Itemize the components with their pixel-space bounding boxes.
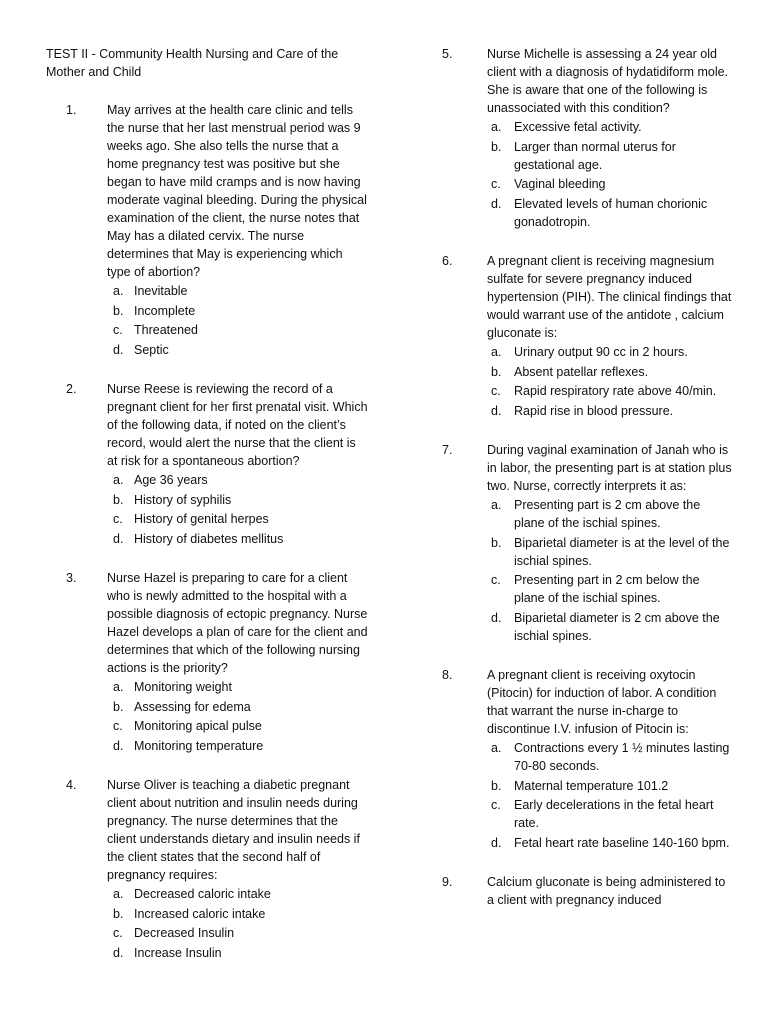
- options-list: [487, 496, 732, 645]
- options-list: [487, 118, 732, 231]
- question-text: A pregnant client is receiving oxytocin (Pitocin) for induction of labor. A condition that warrant the nurse in-charge to discontinue I.V. infusion of Pitocin is:: [487, 668, 717, 736]
- option: d. Rapid rise in blood pressure.: [491, 403, 674, 418]
- question-text: Calcium gluconate is being administered to a client with pregnancy induced: [487, 875, 726, 907]
- question-5: [442, 45, 742, 232]
- option: a. Age 36 years: [113, 473, 208, 487]
- option: a. Urinary output 90 cc in 2 hours.: [491, 345, 688, 359]
- question-text: Nurse Reese is reviewing the record of a pregnant client for her first prenatal visit. Which of the following data, if noted on the client’s record, would alert the nurse that the client is at risk for a spontaneous abortion?: [107, 382, 368, 468]
- option: b. Absent patellar reflexes.: [491, 364, 649, 379]
- option: d. Monitoring temperature: [113, 738, 264, 753]
- option: b. Increased caloric intake: [113, 906, 266, 921]
- question-number: 2.: [66, 382, 77, 396]
- option: a. Inevitable: [113, 284, 188, 298]
- question-number: 9.: [442, 875, 453, 889]
- option: c. Presenting part in 2 cm below the plane of the ischial spines.: [491, 573, 700, 605]
- question-text: Nurse Oliver is teaching a diabetic pregnant client about nutrition and insulin needs during pregnancy. The nurse determines that the client understands dietary and insulin needs if the client states that the second half of pregnancy requires:: [107, 778, 360, 882]
- option: c. Early decelerations in the fetal heart rate.: [491, 798, 714, 830]
- option: b. Assessing for edema: [113, 699, 251, 714]
- options-list: [107, 471, 369, 548]
- question-2: [46, 380, 376, 549]
- option: b. Maternal temperature 101.2: [491, 778, 669, 793]
- option: b. Biparietal diameter is at the level of the ischial spines.: [491, 535, 730, 568]
- option: d. Increase Insulin: [113, 945, 222, 960]
- left-column: [46, 45, 376, 983]
- option: b. Larger than normal uterus for gestational age.: [491, 139, 676, 172]
- option: a. Contractions every 1 ½ minutes lasting 70-80 seconds.: [491, 741, 730, 773]
- option: a. Presenting part is 2 cm above the plane of the ischial spines.: [491, 498, 701, 530]
- question-1: [46, 101, 376, 360]
- option: a. Decreased caloric intake: [113, 887, 271, 901]
- right-column: [442, 45, 742, 929]
- options-list: [107, 282, 369, 359]
- question-number: 6.: [442, 254, 453, 268]
- question-4: [46, 776, 376, 963]
- option: d. Fetal heart rate baseline 140-160 bpm.: [491, 835, 730, 850]
- option: d. Biparietal diameter is 2 cm above the ischial spines.: [491, 610, 720, 643]
- question-number: 8.: [442, 668, 453, 682]
- question-text: Nurse Michelle is assessing a 24 year old client with a diagnosis of hydatidiform mole. She is aware that one of the following is unassociated with this condition?: [487, 47, 729, 115]
- options-list: [107, 678, 369, 755]
- option: c. Vaginal bleeding: [491, 177, 606, 191]
- question-6: [442, 252, 742, 421]
- document-title: TEST II - Community Health Nursing and Care of the Mother and Child: [46, 47, 339, 79]
- option: d. Elevated levels of human chorionic gonadotropin.: [491, 196, 708, 229]
- question-text: May arrives at the health care clinic and tells the nurse that her last menstrual period was 9 weeks ago. She also tells the nurse that a home pregnancy test was positive but she began to have mild cramps and is now having moderate vaginal bleeding. During the physical examination of the client, the nurse notes that May has a dilated cervix. The nurse determines that May is experiencing which type of abortion?: [107, 103, 367, 279]
- question-number: 4.: [66, 778, 77, 792]
- question-number: 3.: [66, 571, 77, 585]
- option: a. Monitoring weight: [113, 680, 232, 694]
- question-text: During vaginal examination of Janah who is in labor, the presenting part is at station plus two. Nurse, correctly interprets it as:: [487, 443, 732, 493]
- option: c. Monitoring apical pulse: [113, 719, 262, 733]
- question-number: 7.: [442, 443, 453, 457]
- option: b. Incomplete: [113, 303, 196, 318]
- question-8: [442, 666, 742, 853]
- question-text: Nurse Hazel is preparing to care for a client who is newly admitted to the hospital with a possible diagnosis of ectopic pregnancy. Nurse Hazel develops a plan of care for the client and determines that which of the following nursing actions is the priority?: [107, 571, 368, 675]
- question-text: A pregnant client is receiving magnesium sulfate for severe pregnancy induced hypertension (PIH). The clinical findings that would warrant use of the antidote , calcium gluconate is:: [487, 254, 732, 340]
- option: d. History of diabetes mellitus: [113, 531, 284, 546]
- question-number: 5.: [442, 47, 453, 61]
- options-list: [487, 343, 732, 420]
- options-list: [487, 739, 732, 852]
- option: c. History of genital herpes: [113, 512, 269, 526]
- option: c. Rapid respiratory rate above 40/min.: [491, 384, 717, 398]
- options-list: [107, 885, 369, 962]
- question-number: 1.: [66, 103, 77, 117]
- question-3: [46, 569, 376, 756]
- question-7: [442, 441, 742, 646]
- option: b. History of syphilis: [113, 492, 232, 507]
- question-9: [442, 873, 742, 909]
- option: c. Threatened: [113, 323, 198, 337]
- option: c. Decreased Insulin: [113, 926, 235, 940]
- option: a. Excessive fetal activity.: [491, 120, 642, 134]
- option: d. Septic: [113, 342, 169, 357]
